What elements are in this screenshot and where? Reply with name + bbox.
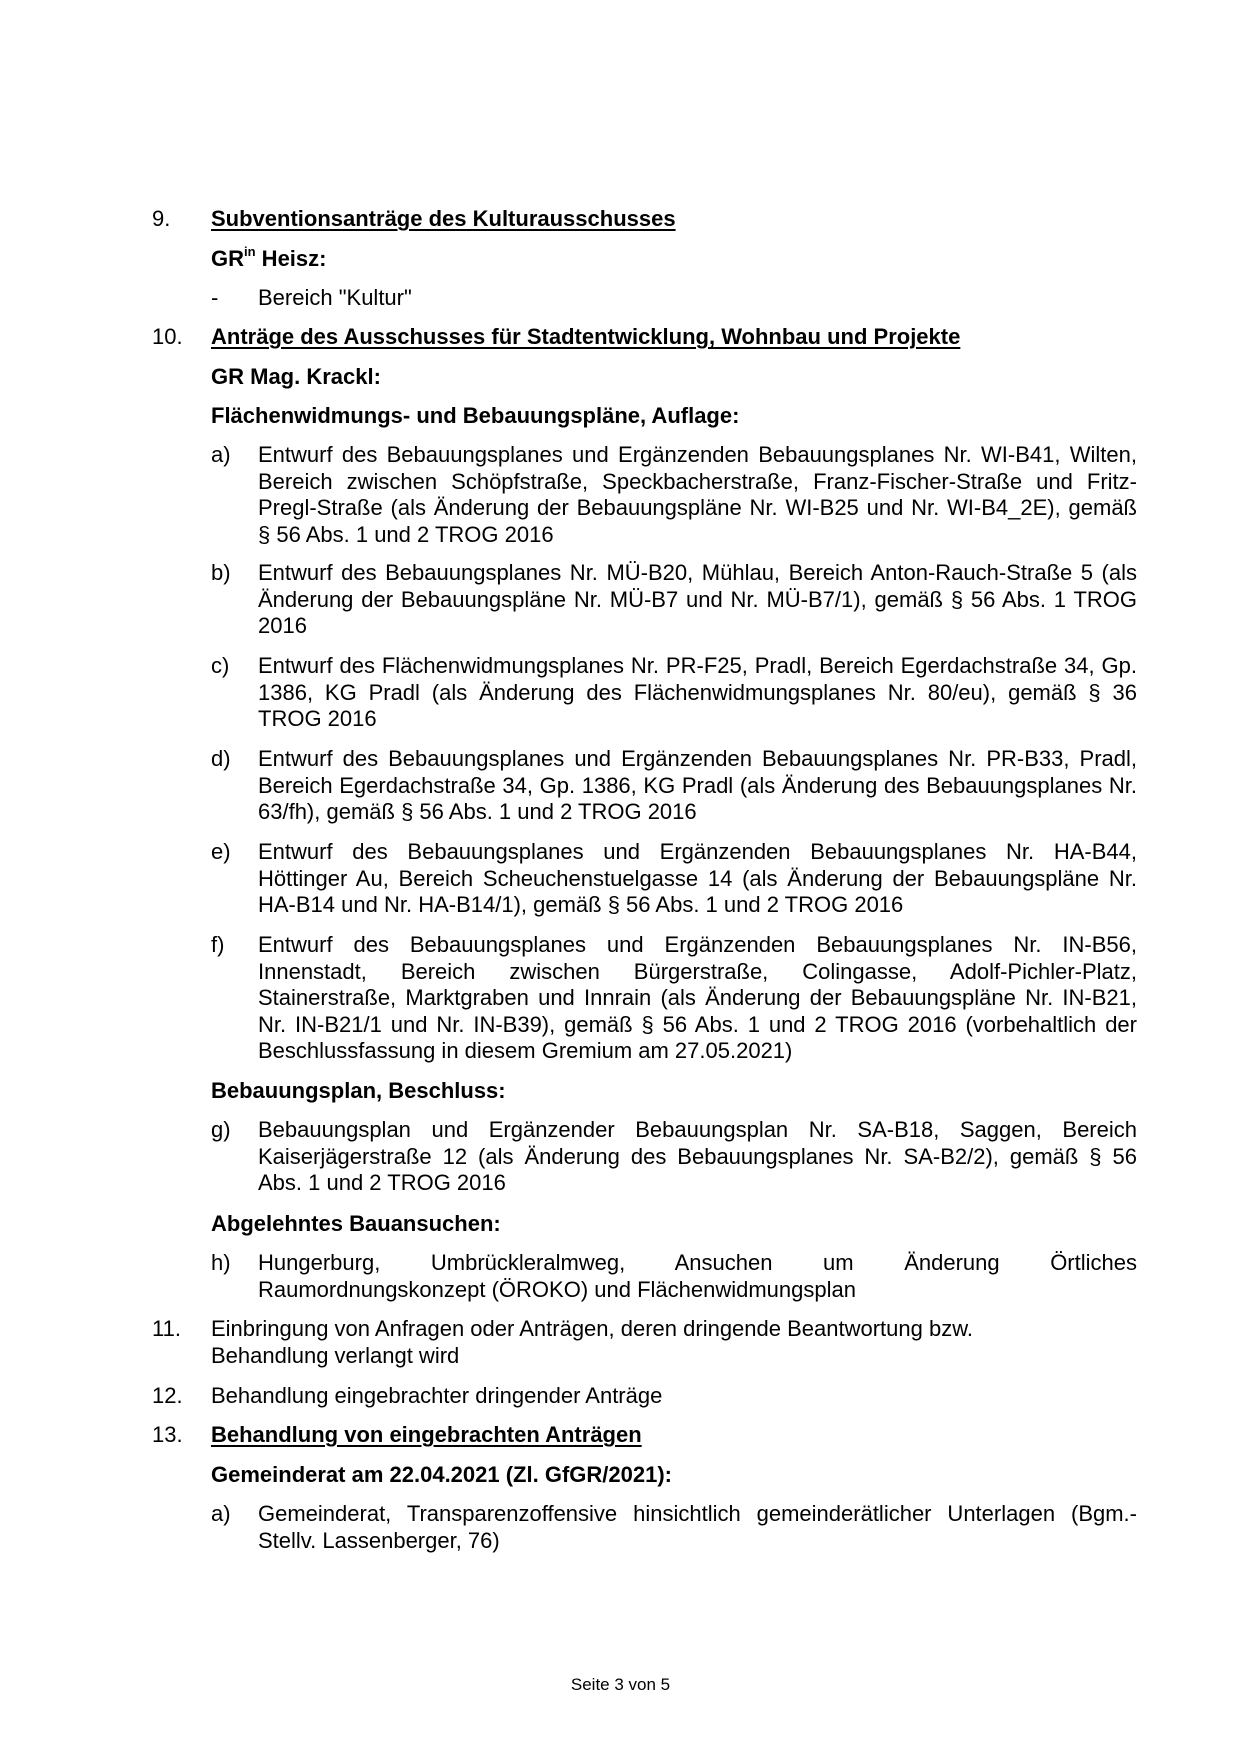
page-number: Seite 3 von 5 <box>570 1675 671 1694</box>
subheading-bauansuchen: Abgelehntes Bauansuchen: <box>211 1211 501 1236</box>
subheading-gemeinderat: Gemeinderat am 22.04.2021 (Zl. GfGR/2021): <box>211 1462 672 1487</box>
item-number: 10. <box>152 324 183 349</box>
list-item: c) Entwurf des Flächenwidmungsplanes Nr. PR-F25, Pradl, Bereich Egerdachstraße 34, Gp. 1386, KG Pradl (als Änderung des Flächenwidmungsplanes Nr. 80/eu), gemäß § 36 TROG 2016 <box>211 653 1137 731</box>
item-title: Anträge des Ausschusses für Stadtentwicklung, Wohnbau und Projekte <box>211 324 961 349</box>
item-number: 11. <box>152 1316 181 1341</box>
item-title: Subventionsanträge des Kulturausschusses <box>211 206 676 231</box>
item-text: Einbringung von Anfragen oder Anträgen, deren dringende Beantwortung bzw. Behandlung verlangt wird <box>211 1316 973 1368</box>
agenda-item-13 <box>152 1422 1137 1450</box>
agenda-item-10 <box>152 324 1137 352</box>
list-item: h) Hungerburg, Umbrückleralmweg, Ansuchen um Änderung Örtliches Raumordnungskonzept (ÖROKO) und Flächenwidmungsplan <box>211 1250 1137 1302</box>
list-item: - Bereich "Kultur" <box>211 285 412 310</box>
list-item: f) Entwurf des Bebauungsplanes und Ergänzenden Bebauungsplanes Nr. IN-B56, Innenstadt, Bereich zwischen Bürgerstraße, Colingasse, Adolf-Pichler-Platz, Stainerstraße, Marktgraben und Innrain (als Änderung der Bebauungspläne Nr. IN-B21, Nr. IN-B21/1 und Nr. IN-B39), gemäß § 56 Abs. 1 und 2 TROG 2016 (vorbehaltlich der Beschlussfassung in diesem Gremium am 27.05.2021) <box>211 932 1137 1063</box>
item-number: 12. <box>152 1383 183 1408</box>
agenda-item-11 <box>152 1316 1137 1370</box>
item-number: 13. <box>152 1422 183 1447</box>
item-number: 9. <box>152 206 171 231</box>
speaker-heisz: $GR^{in}$ Heisz: <box>211 243 327 271</box>
list-item: e) Entwurf des Bebauungsplanes und Ergänzenden Bebauungsplanes Nr. HA-B44, Höttinger Au, Bereich Scheuchenstuelgasse 14 (als Änderung der Bebauungspläne Nr. HA-B14 und Nr. HA-B14/1), gemäß § 56 Abs. 1 und 2 TROG 2016 <box>211 839 1137 917</box>
agenda-item-12 <box>152 1383 1137 1411</box>
list-item: g) Bebauungsplan und Ergänzender Bebauungsplan Nr. SA-B18, Saggen, Bereich Kaiserjägerstraße 12 (als Änderung des Bebauungsplanes Nr. SA-B2/2), gemäß § 56 Abs. 1 und 2 TROG 2016 <box>211 1117 1137 1195</box>
list-item: b) Entwurf des Bebauungsplanes Nr. MÜ-B20, Mühlau, Bereich Anton-Rauch-Straße 5 (als Änderung der Bebauungspläne Nr. MÜ-B7 und Nr. MÜ-B7/1), gemäß § 56 Abs. 1 TROG 2016 <box>211 560 1137 638</box>
item-text: Behandlung eingebrachter dringender Anträge <box>211 1383 663 1408</box>
list-item: a) Entwurf des Bebauungsplanes und Ergänzenden Bebauungsplanes Nr. WI-B41, Wilten, Bereich zwischen Schöpfstraße, Speckbacherstraße, Franz-Fischer-Straße und Fritz-Pregl-Straße (als Änderung der Bebauungspläne Nr. WI-B25 und Nr. WI-B4_2E), gemäß § 56 Abs. 1 und 2 TROG 2016 <box>211 442 1137 547</box>
list-item: d) Entwurf des Bebauungsplanes und Ergänzenden Bebauungsplanes Nr. PR-B33, Pradl, Bereich Egerdachstraße 34, Gp. 1386, KG Pradl (als Änderung des Bebauungsplanes Nr. 63/fh), gemäß § 56 Abs. 1 und 2 TROG 2016 <box>211 746 1137 824</box>
subheading-beschluss: Bebauungsplan, Beschluss: <box>211 1078 506 1103</box>
list-item: a) Gemeinderat, Transparenzoffensive hinsichtlich gemeinderätlicher Unterlagen (Bgm.-Stellv. Lassenberger, 76) <box>211 1501 1137 1553</box>
item-title: Behandlung von eingebrachten Anträgen <box>211 1422 642 1447</box>
speaker-krackl: GR Mag. Krackl: <box>211 364 381 389</box>
subheading-auflage: Flächenwidmungs- und Bebauungspläne, Auflage: <box>211 403 740 428</box>
agenda-item-9 <box>152 206 1137 234</box>
